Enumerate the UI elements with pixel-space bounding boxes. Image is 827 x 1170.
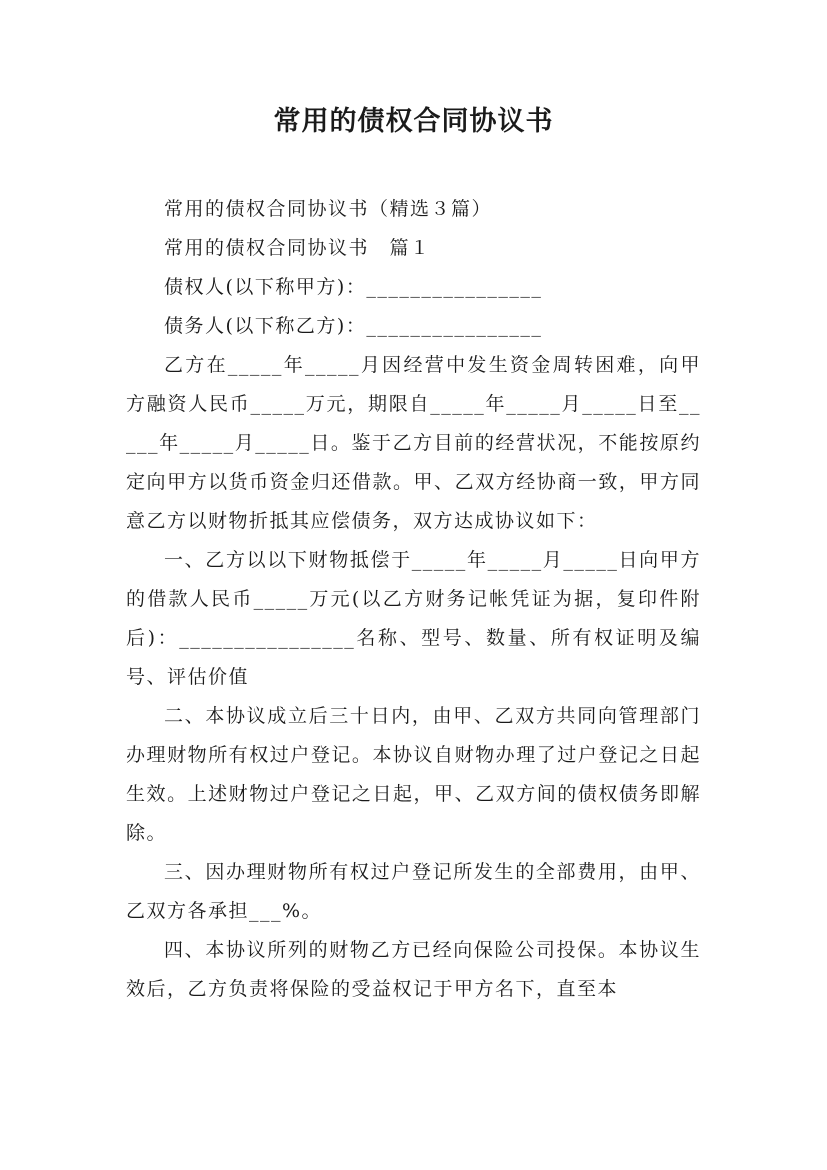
paragraph-subtitle-selection: 常用的债权合同协议书（精选３篇） xyxy=(164,198,493,220)
paragraph-creditor-line: 债权人(以下称甲方)：________________ xyxy=(164,276,543,298)
document-body xyxy=(126,190,701,1009)
paragraph-clause-3: 三、因办理财物所有权过户登记所发生的全部费用，由甲、乙双方各承担___%。 xyxy=(126,861,701,922)
paragraph-preamble: 乙方在_____年_____月因经营中发生资金周转困难，向甲方融资人民币_____万元，期限自_____年_____月_____日至_____年_____月_____日。鉴于乙方目前的经营状况，不能按原约定向甲方以货币资金归还借款。甲、乙双方经协商一致，甲方同意乙方以财物折抵其应偿债务，双方达成协议如下： xyxy=(126,354,701,532)
document-title: 常用的债权合同协议书 xyxy=(273,106,554,137)
paragraph-clause-1: 一、乙方以以下财物抵偿于_____年_____月_____日向甲方的借款人民币_____万元(以乙方财务记帐凭证为据，复印件附后)：________________名称、型号、数量、所有权证明及编号、评估价值 xyxy=(126,549,701,688)
paragraph-clause-2: 二、本协议成立后三十日内，由甲、乙双方共同向管理部门办理财物所有权过户登记。本协议自财物办理了过户登记之日起生效。上述财物过户登记之日起，甲、乙双方间的债权债务即解除。 xyxy=(126,705,701,844)
paragraph-subtitle-part-1: 常用的债权合同协议书 篇１ xyxy=(164,237,431,259)
paragraph-debtor-line: 债务人(以下称乙方)：________________ xyxy=(164,315,543,337)
paragraph-clause-4: 四、本协议所列的财物乙方已经向保险公司投保。本协议生效后，乙方负责将保险的受益权记于甲方名下，直至本 xyxy=(126,939,701,1000)
